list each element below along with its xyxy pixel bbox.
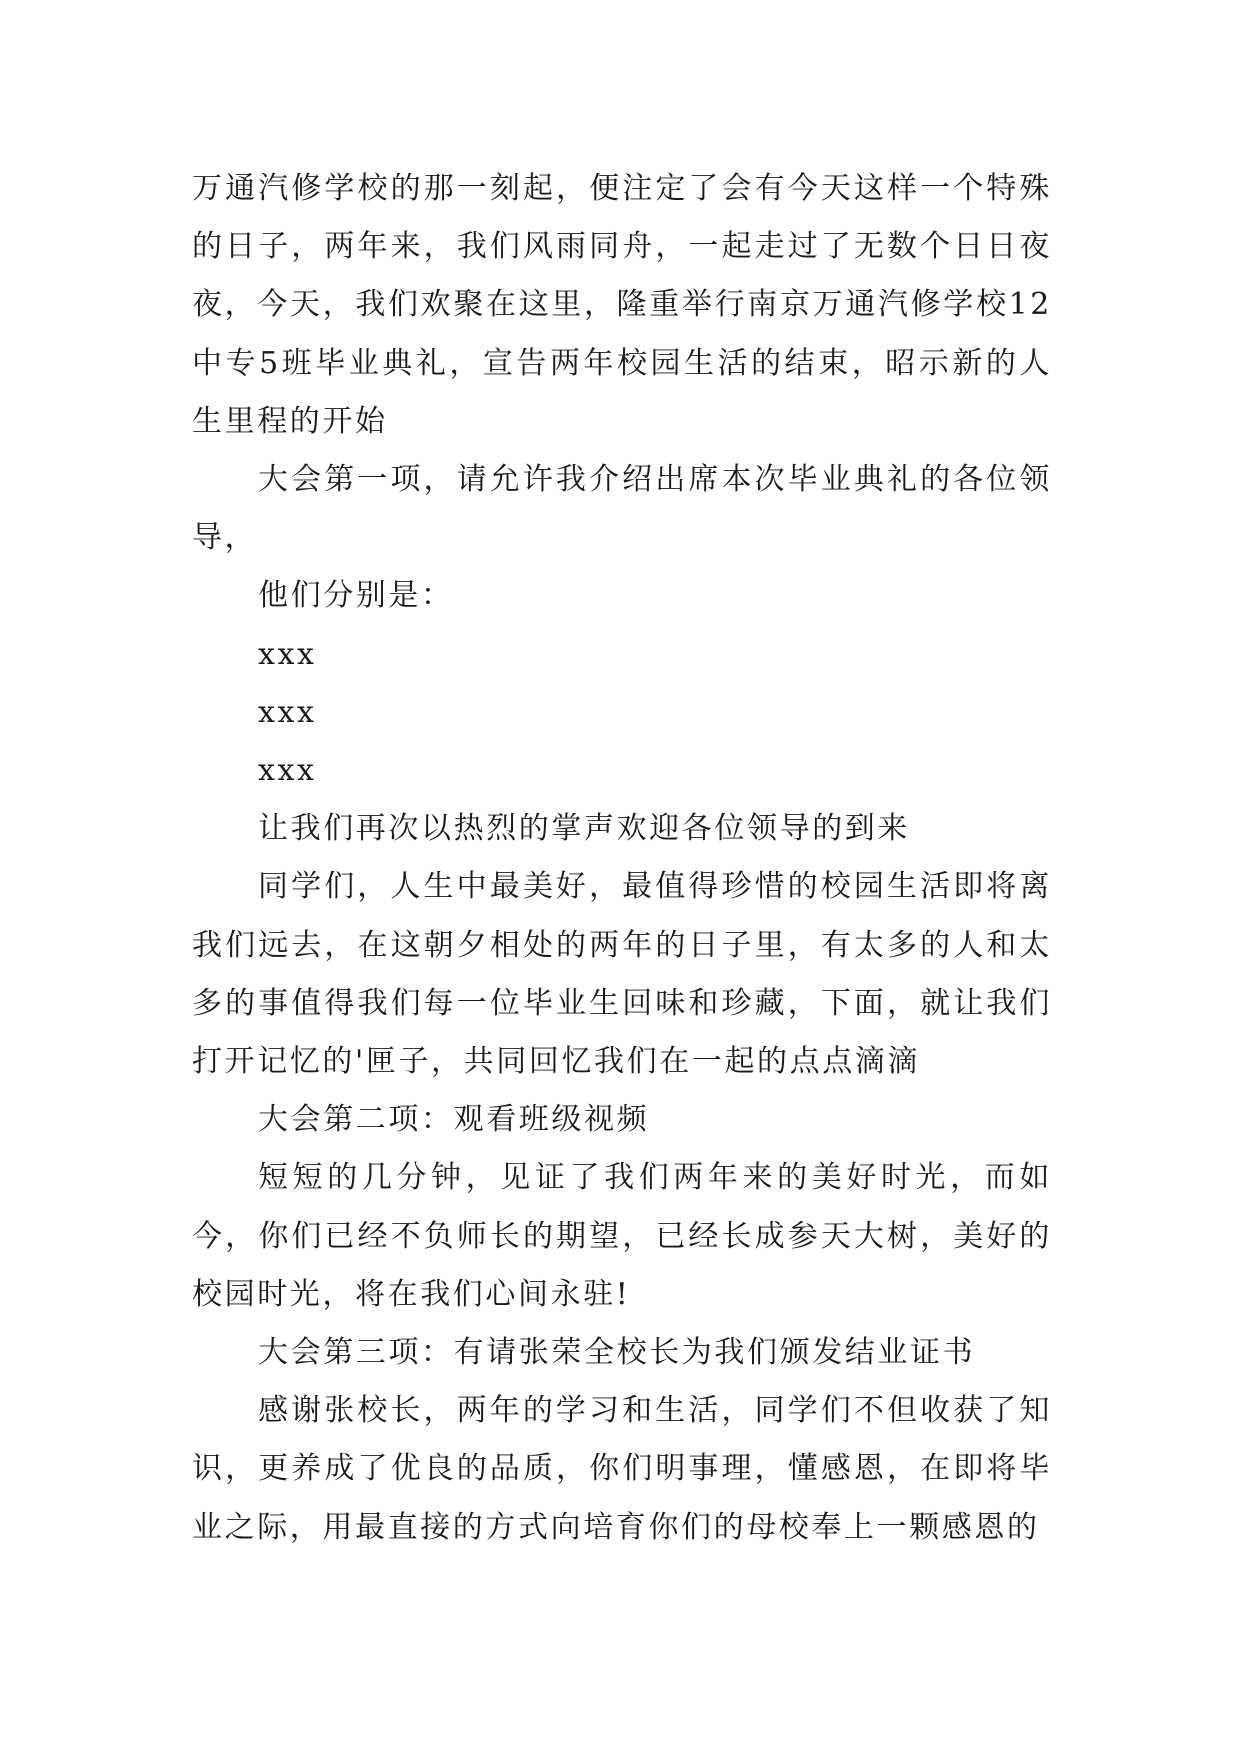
paragraph: 短短的几分钟，见证了我们两年来的美好时光，而如今，你们已经不负师长的期望，已经长成参天大树，美好的校园时光，将在我们心间永驻!: [192, 1160, 1052, 1312]
paragraph: 大会第二项：观看班级视频: [258, 1102, 650, 1138]
document-body: [192, 160, 1052, 1557]
paragraph: 同学们，人生中最美好，最值得珍惜的校园生活即将离我们远去，在这朝夕相处的两年的日子里，有太多的人和太多的事值得我们每一位毕业生回味和珍藏，下面，就让我们打开记忆的'匣子，共同回忆我们在一起的点点滴滴: [192, 869, 1052, 1080]
paragraph: xxx: [258, 753, 317, 789]
paragraph: xxx: [258, 694, 317, 730]
paragraph: 他们分别是：: [258, 578, 454, 614]
paragraph: 大会第三项：有请张荣全校长为我们颁发结业证书: [258, 1335, 976, 1371]
paragraph: 万通汽修学校的那一刻起，便注定了会有今天这样一个特殊的日子，两年来，我们风雨同舟，一起走过了无数个日日夜夜，今天，我们欢聚在这里，隆重举行南京万通汽修学校12中专5班毕业典礼，宣告两年校园生活的结束，昭示新的人生里程的开始: [192, 171, 1052, 439]
paragraph: 大会第一项，请允许我介绍出席本次毕业典礼的各位领导，: [192, 462, 1052, 556]
paragraph: xxx: [258, 636, 317, 672]
paragraph: 感谢张校长，两年的学习和生活，同学们不但收获了知识，更养成了优良的品质，你们明事理，懂感恩，在即将毕业之际，用最直接的方式向培育你们的母校奉上一颗感恩的: [192, 1393, 1052, 1545]
paragraph: 让我们再次以热烈的掌声欢迎各位领导的到来: [258, 811, 910, 847]
